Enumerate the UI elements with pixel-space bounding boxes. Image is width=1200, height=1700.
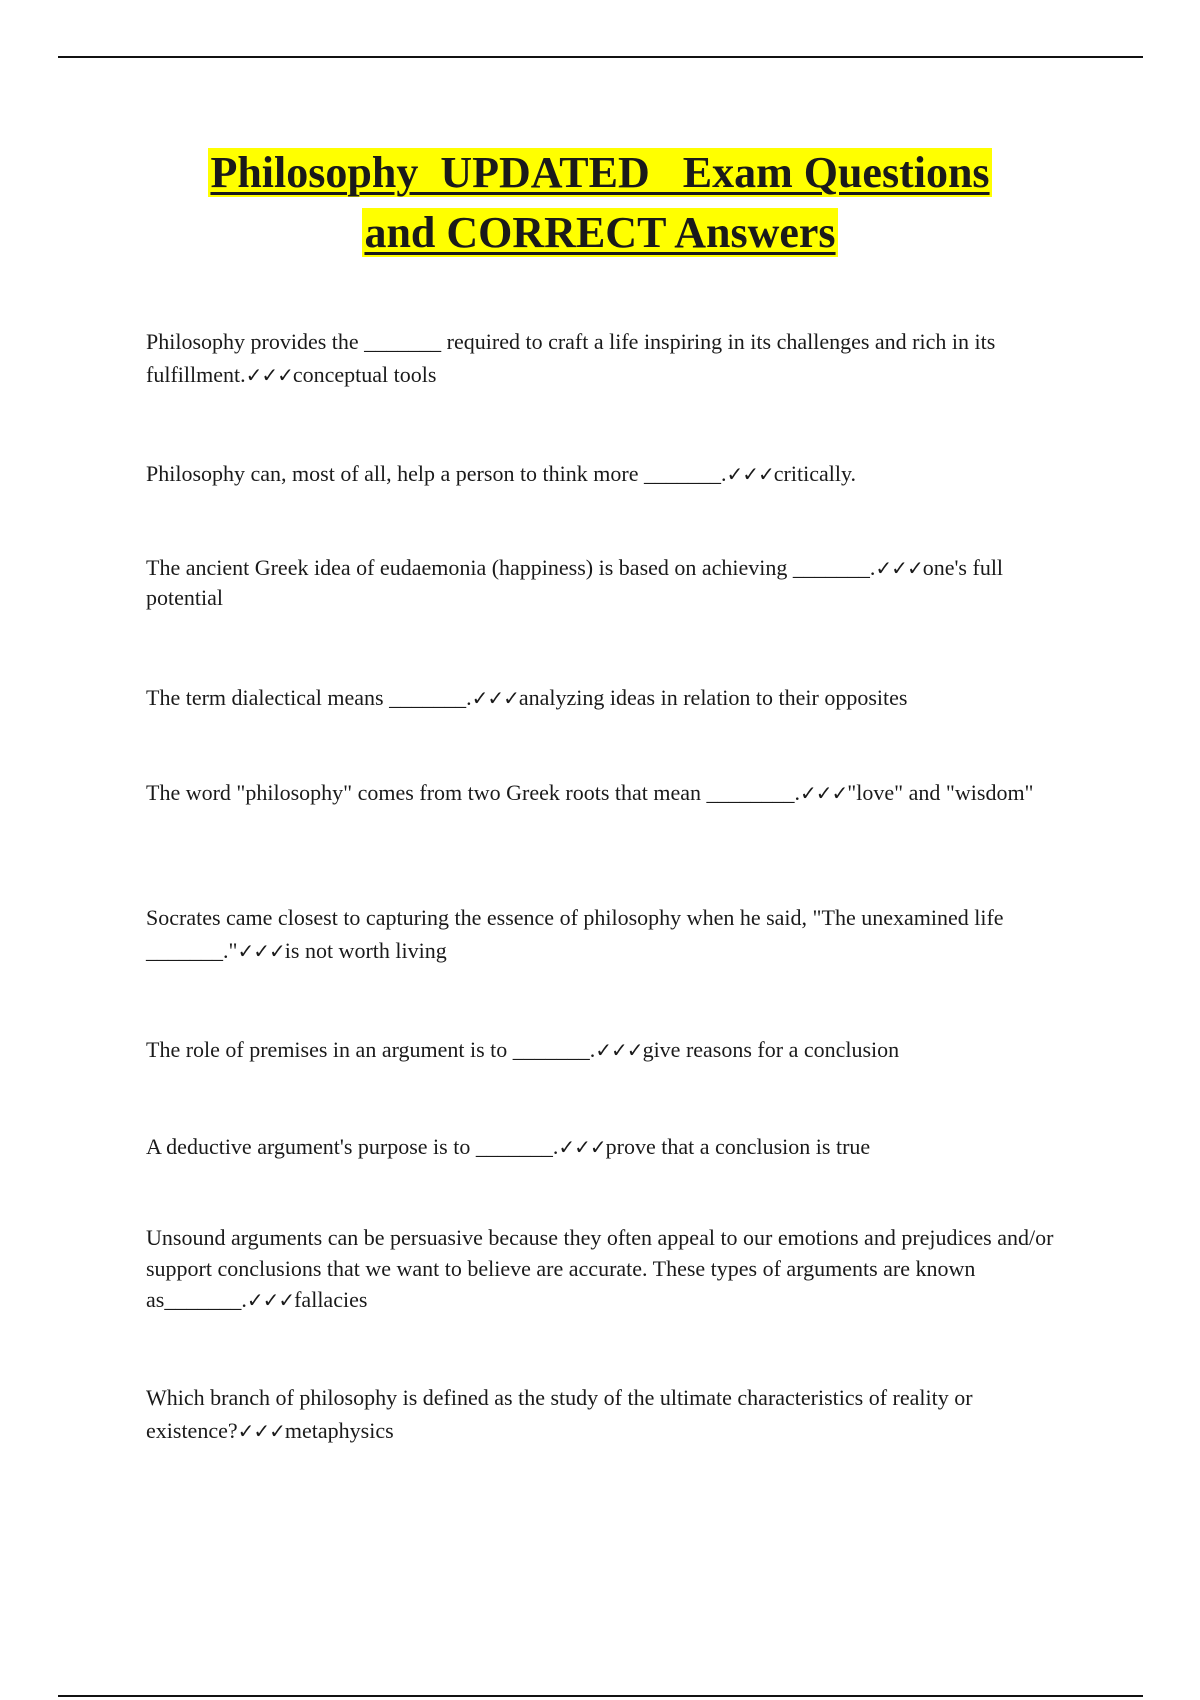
check-icon: ✓✓✓ bbox=[245, 363, 293, 387]
question-text: The role of premises in an argument is to _______. bbox=[146, 1037, 596, 1062]
answer-text: metaphysics bbox=[284, 1418, 394, 1443]
answer-text: analyzing ideas in relation to their opposites bbox=[518, 685, 908, 710]
title-line-2: and CORRECT Answers bbox=[364, 208, 836, 257]
check-icon: ✓✓✓ bbox=[726, 462, 774, 486]
qa-item bbox=[146, 553, 1061, 613]
title-line-1: Philosophy UPDATED Exam Questions bbox=[210, 148, 990, 197]
check-icon: ✓✓✓ bbox=[471, 686, 519, 710]
question-text: Philosophy can, most of all, help a person to think more _______. bbox=[146, 461, 727, 486]
qa-item bbox=[146, 681, 1061, 715]
qa-item bbox=[146, 1130, 1061, 1164]
answer-text: give reasons for a conclusion bbox=[642, 1037, 900, 1062]
top-rule bbox=[58, 56, 1143, 58]
check-icon: ✓✓✓ bbox=[237, 1419, 285, 1443]
qa-item bbox=[146, 901, 1061, 968]
check-icon: ✓✓✓ bbox=[875, 556, 923, 580]
check-icon: ✓✓✓ bbox=[558, 1135, 606, 1159]
qa-item bbox=[146, 1381, 1061, 1448]
qa-item bbox=[146, 1033, 1061, 1067]
question-text: The word "philosophy" comes from two Greek roots that mean ________. bbox=[146, 780, 801, 805]
answer-text: prove that a conclusion is true bbox=[605, 1134, 871, 1159]
check-icon: ✓✓✓ bbox=[800, 781, 848, 805]
question-text: The term dialectical means _______. bbox=[146, 685, 472, 710]
question-text: A deductive argument's purpose is to _______. bbox=[146, 1134, 559, 1159]
answer-text: conceptual tools bbox=[292, 362, 437, 387]
question-text: Philosophy provides the _______ required to craft a life inspiring in its challenges and rich in its fulfillment. bbox=[146, 329, 996, 387]
bottom-rule bbox=[58, 1695, 1143, 1697]
question-text: Socrates came closest to capturing the essence of philosophy when he said, "The unexamined life _______." bbox=[146, 905, 1004, 963]
question-text: Which branch of philosophy is defined as the study of the ultimate characteristics of reality or existence? bbox=[146, 1385, 973, 1443]
document-title bbox=[0, 143, 1200, 263]
qa-item bbox=[146, 457, 1061, 491]
question-text: Unsound arguments can be persuasive because they often appeal to our emotions and prejudices and/or support conclusions that we want to believe are accurate. These types of arguments are known as_______. bbox=[146, 1225, 1054, 1312]
answer-text: critically. bbox=[773, 461, 857, 486]
answer-text: one's full potential bbox=[146, 555, 1004, 610]
answer-text: is not worth living bbox=[284, 938, 447, 963]
question-text: The ancient Greek idea of eudaemonia (happiness) is based on achieving _______. bbox=[146, 555, 876, 580]
qa-item bbox=[146, 1222, 1061, 1316]
check-icon: ✓✓✓ bbox=[246, 1288, 295, 1312]
answer-text: fallacies bbox=[294, 1287, 368, 1312]
check-icon: ✓✓✓ bbox=[595, 1038, 643, 1062]
answer-text: "love" and "wisdom" bbox=[847, 780, 1034, 805]
check-icon: ✓✓✓ bbox=[237, 939, 285, 963]
qa-item bbox=[146, 325, 1061, 392]
qa-item bbox=[146, 778, 1061, 808]
